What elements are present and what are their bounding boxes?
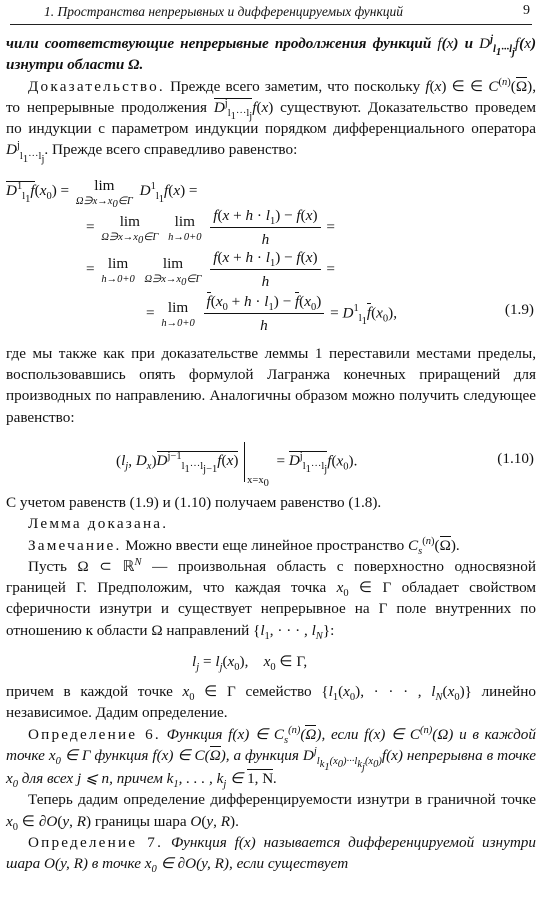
paragraph-1: чили соответствующие непрерывные продолжения функций f(x) и $D^j_{l_1\cdot\cdot\cdot l_j}f(x)$ изнутри области Ω. [6, 33, 537, 74]
page-number: 9 [523, 3, 530, 18]
equation-1-10: ($l_j$, $D_x)D^{j-1}_{l_1\cdot\cdot\cdot l_{j-1}}f(x)$ $_{x=x_0} = D^j_{l_1\cdot\cdot\cdot l_j}f(x_0)$. (1.10) [6, 428, 536, 492]
equation-number-1-9: (1.9) [504, 300, 534, 318]
paragraph-3: где мы также как при доказательстве леммы 1 переставили местами пределы, воспользовавшись опять формулой Лагранжа конечных приращений для производных по направлению. Аналогичны образом можно получить следующее равенство: [6, 344, 536, 426]
paragraph-remark: Замечание. Можно ввести еще линейное пространство $C_s^{(n)}(\Omega)$. [28, 535, 460, 557]
equation-1-9: $D^1_{l_1}f(x_0)$ = lim $\Omega∋x\to x_0\in\Gamma$ $D^1_{l_1}f(x)$ = = lim $\Omega∋x\to x_0\in\Gamma$ lim h→0+0 $\frac{f(x + h \cdot l_1) - f(x)}{h}$ = = lim h→0+0 lim $\Omega∋x\to x_0\in\Gamma$ $\frac{f(x + h \cdot l_1) - f(x)}{h}$ = = lim h→0+0 $\frac{f(x_0 + h \cdot l_1) - f(x_0)}{h}$ = $D^1_{l_1}f(x_0)$, (1.9) [6, 176, 534, 335]
paragraph-7: Пусть Ω ⊂ ℝ$^N$ — произвольная область с поверхностно односвязной границей Γ. Предположим, что каждая точка $x_0$ ∈ Γ обладает свойством сферичности изнутри и существует непрерывное на Γ поле внутренних по отношению к области Ω направлений {$l_1$, · · · , $l_N$}: [6, 556, 537, 642]
definition-6: Определение 6. Функция f(x) ∈ $C_s^{(n)}(\Omega)$, если f(x) ∈ $C^{(n)}(\Omega)$ и в каждой точке $x_0$ ∈ Γ функция f(x) ∈ C(Ω), а функция $D^j_{l_{k_1}(x_0)\cdot\cdot\cdot l_{k_j}(x_0)}f(x)$ непрерывна в точке $x_0$ для всех j ⩽ n, причем $k_1$, . . . , $k_j$ ∈ 1, N. [6, 724, 537, 791]
equation-lj: $l_j = l_j(x_0)$, $x_0$ ∈ Γ, [192, 653, 308, 674]
paragraph-proof: Доказательство. Прежде всего заметим, что поскольку f(x) ∈ ∈ $C^{(n)}(\Omega)$, то непрерывные продолжения $D^j_{l_1\cdot\cdot\cdot l_j}f(x)$ существуют. Доказательство проведем по индукции с параметром индукции порядком дифференциального оператора $D^j_{l_1\cdot\cdot\cdot l_j}$. Прежде всего справедливо равенство: [6, 76, 537, 165]
paragraph-4: С учетом равенств (1.9) и (1.10) получаем равенство (1.8). [6, 493, 382, 511]
lemma-proved: Лемма доказана. [28, 515, 169, 533]
paragraph-10: Теперь дадим определение дифференцируемости изнутри в граничной точке $x_0$ ∈ ∂O(y, R) границы шара O(y, R). [6, 791, 536, 833]
running-header [10, 2, 532, 25]
paragraph-8: причем в каждой точке $x_0$ ∈ Γ семейство {$l_1(x_0)$, · · · , $l_N(x_0)$} линейно независимое. Дадим определение. [6, 683, 537, 722]
body-text [6, 33, 536, 875]
equation-number-1-10: (1.10) [497, 449, 534, 467]
definition-7: Определение 7. Функция f(x) называется дифференцируемой изнутри шара O(y, R) в точке $x_0$ ∈ ∂O(y, R), если существует [6, 834, 536, 876]
proof-label: Доказательство. [28, 77, 165, 95]
header-title: 1. Пространства непрерывных и дифференцируемых функций [44, 4, 404, 19]
